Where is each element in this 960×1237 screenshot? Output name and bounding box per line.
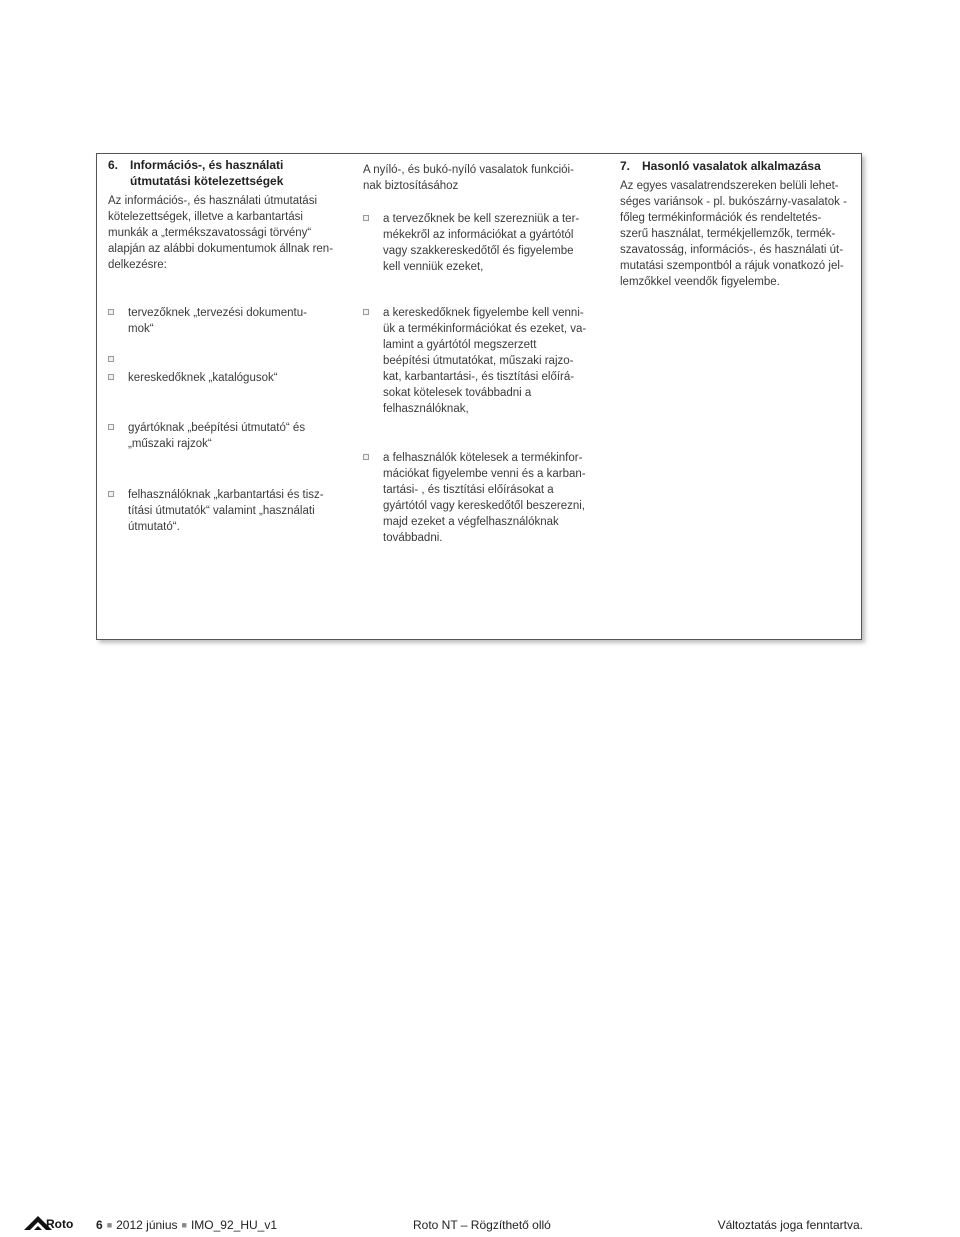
section-7-body-line: Az egyes vasalatrendszereken belüli lehet-	[620, 180, 839, 192]
list-item-line: a kereskedőknek figyelembe kell venni-	[383, 307, 584, 319]
list-item-line: vagy szakkereskedőtől és figyelembe	[383, 245, 574, 257]
middle-intro-line: nak biztosításához	[363, 180, 459, 192]
list-item-line: a felhasználók kötelesek a termékinfor-	[383, 452, 583, 464]
footer-product: Roto NT – Rögzíthető olló	[413, 1218, 551, 1232]
list-item-line: beépítési útmutatókat, műszaki rajzo-	[383, 355, 574, 367]
section-7-body-line: séges variánsok - pl. bukószárny-vasalatok -	[620, 196, 847, 208]
list-item-line: kell venniük ezeket,	[383, 261, 484, 273]
roto-logo	[22, 1208, 74, 1232]
list-item-line: majd ezeket a végfelhasználóknak	[383, 516, 559, 528]
roto-logo-text: Roto	[46, 1217, 74, 1231]
section-7-heading	[620, 158, 860, 174]
list-item-line: sokat kötelesek továbbadni a	[383, 387, 532, 399]
middle-intro-line: A nyíló-, és bukó-nyíló vasalatok funkciói-	[363, 164, 574, 176]
list-item	[108, 420, 348, 452]
section-7-body	[620, 178, 860, 290]
section-7-body-line: mutatási szempontból a rájuk vonatkozó jel-	[620, 260, 844, 272]
section-6-intro-line: alapján az alábbi dokumentumok állnak ren-	[108, 243, 334, 255]
list-item-line: felhasználóknak,	[383, 403, 469, 415]
section-6-heading	[108, 157, 348, 189]
section-6-intro-line: delkezésre:	[108, 259, 167, 271]
page-number: 6	[96, 1218, 103, 1232]
list-item-line: továbbadni.	[383, 532, 443, 544]
list-item-line: lamint a gyártótól megszerzett	[383, 339, 537, 351]
section-6-title-line1: Információs-, és használati	[130, 158, 284, 172]
list-item	[108, 305, 348, 337]
list-item-line: títási útmutatók“ valamint „használati	[128, 505, 315, 517]
list-item-line: kat, karbantartási-, és tisztítási előírá-	[383, 371, 575, 383]
list-item-line: tartási- , és tisztítási előírásokat a	[383, 484, 554, 496]
section-6-title-line2: útmutatási kötelezettségek	[130, 174, 284, 188]
footer-page-info	[96, 1218, 277, 1232]
list-item-line: útmutató“.	[128, 521, 180, 533]
section-7-body-line: lemzőkkel veendők figyelembe.	[620, 276, 780, 288]
list-item-line: tervezőknek „tervezési dokumentu-	[128, 307, 307, 319]
list-item-line: felhasználóknak „karbantartási és tisz-	[128, 489, 324, 501]
section-6-intro-line: kötelezettségek, illetve a karbantartási	[108, 211, 303, 223]
list-item	[108, 487, 348, 535]
bullet-square-icon	[108, 491, 114, 497]
section-7-body-line: főleg termékinformációk és rendeltetés-	[620, 212, 822, 224]
list-item-line: ük a termékinformációkat és ezeket, va-	[383, 323, 587, 335]
bullet-square-icon	[363, 215, 369, 221]
bullet-square-icon	[363, 309, 369, 315]
list-item-line: a tervezőknek be kell szerezniük a ter-	[383, 213, 580, 225]
list-item-line: mok“	[128, 323, 154, 335]
list-item-line: mációkat figyelembe venni és a karban-	[383, 468, 586, 480]
list-item	[108, 370, 348, 386]
section-7-body-line: szerű használat, termékjellemzők, termék-	[620, 228, 836, 240]
separator-square-icon: ■	[106, 1220, 113, 1230]
list-item-line: gyártóknak „beépítési útmutató“ és	[128, 422, 306, 434]
section-6-intro	[108, 193, 348, 273]
list-item	[363, 450, 608, 546]
section-7-number: 7.	[620, 159, 631, 173]
list-item-line: gyártótól vagy kereskedőtől beszerezni,	[383, 500, 585, 512]
bullet-square-icon	[108, 374, 114, 380]
bullet-square-icon	[108, 309, 114, 315]
bullet-square-icon	[108, 356, 114, 362]
footer-date: 2012 június	[116, 1218, 178, 1232]
separator-square-icon: ■	[181, 1220, 187, 1230]
list-item-line: kereskedőknek „katalógusok“	[128, 372, 278, 384]
section-7-title: Hasonló vasalatok alkalmazása	[642, 159, 821, 173]
list-item-line: mékekről az információkat a gyártótól	[383, 229, 574, 241]
middle-intro	[363, 162, 608, 194]
section-6-intro-line: munkák a „termékszavatossági törvény“	[108, 227, 312, 239]
list-item	[363, 211, 608, 275]
bullet-square-icon	[108, 424, 114, 430]
list-item-line: „műszaki rajzok“	[128, 438, 212, 450]
list-item	[363, 305, 608, 417]
section-6-number: 6.	[108, 158, 119, 172]
bullet-square-icon	[363, 454, 369, 460]
section-7-body-line: szavatosság, információs-, és használati út-	[620, 244, 844, 256]
footer-doc-code: IMO_92_HU_v1	[190, 1218, 277, 1232]
footer-rights: Változtatás joga fenntartva.	[717, 1218, 863, 1232]
section-6-intro-line: Az információs-, és használati útmutatási	[108, 195, 318, 207]
